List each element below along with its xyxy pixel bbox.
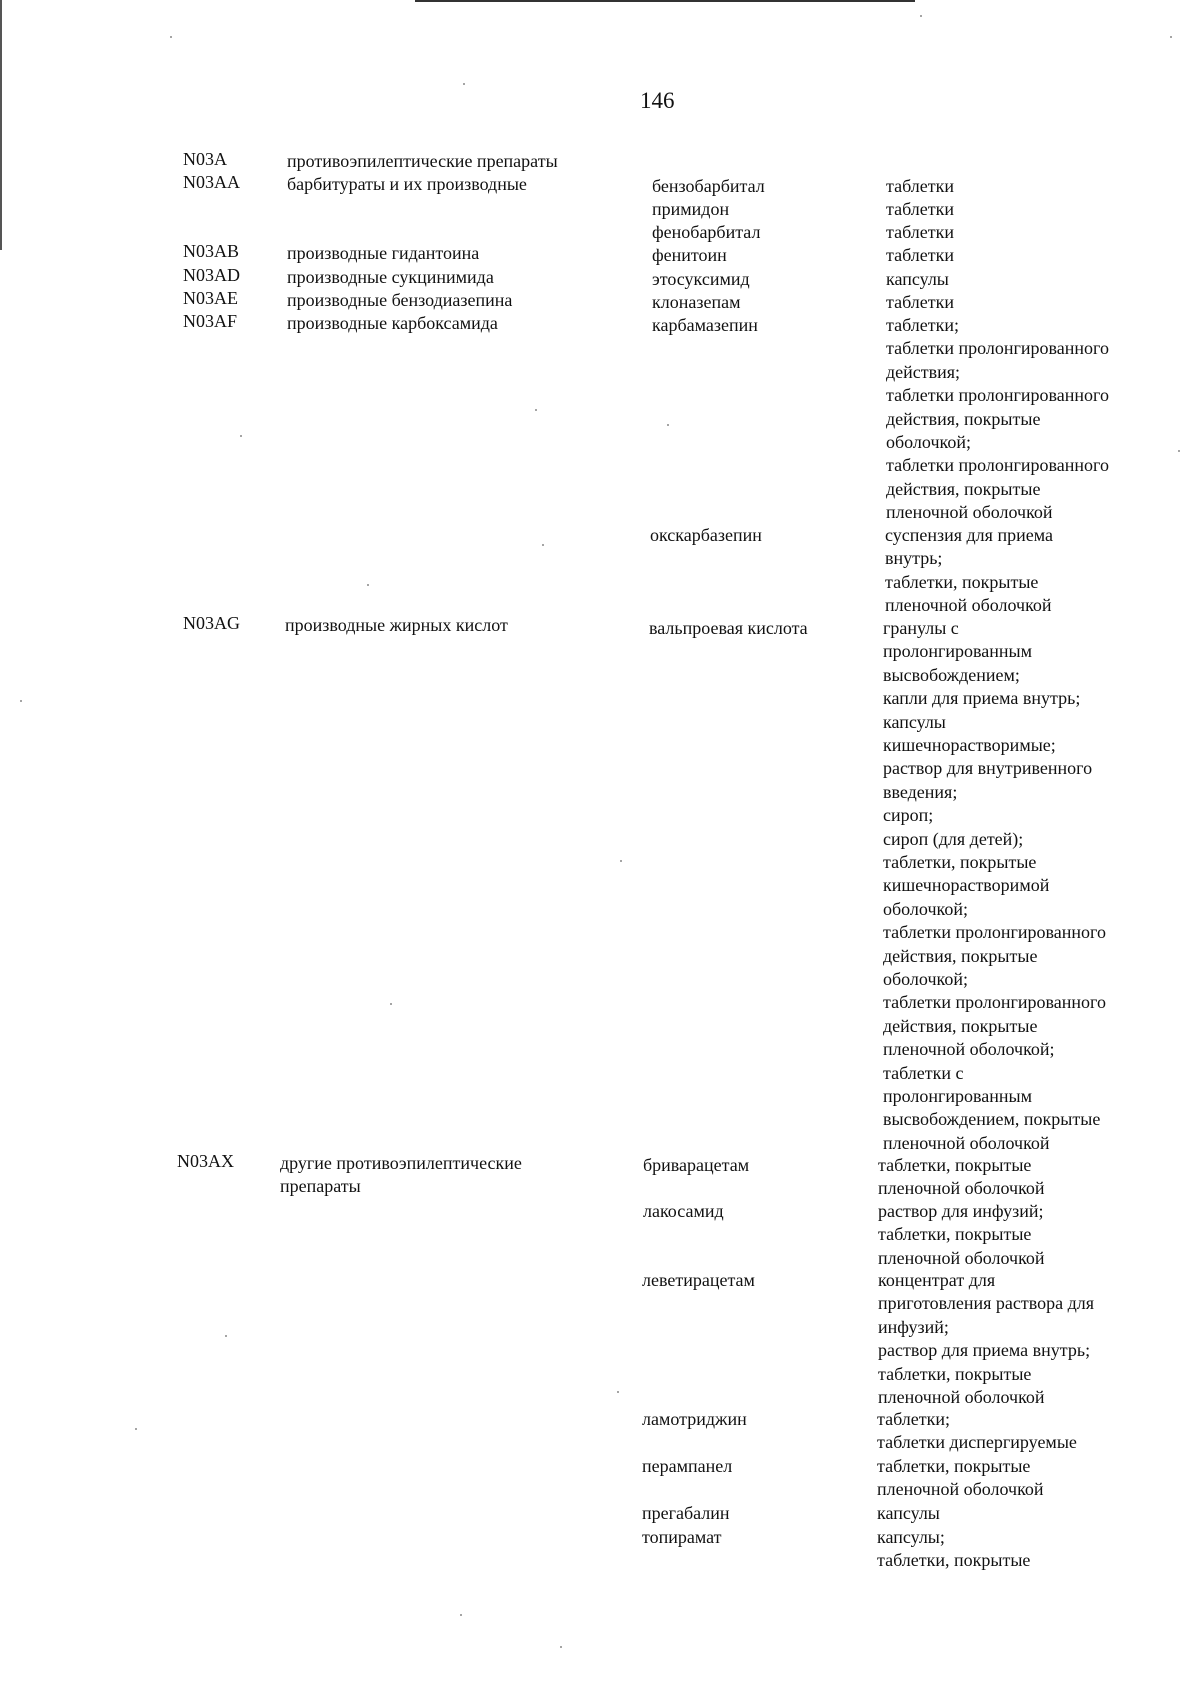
dosage-form-line: капсулы xyxy=(883,711,946,732)
scan-speck xyxy=(225,1335,227,1337)
dosage-form-line: приготовления раствора для xyxy=(878,1293,1094,1314)
dosage-form-line: кишечнорастворимые; xyxy=(883,735,1056,755)
scan-speck xyxy=(667,424,669,426)
dosage-form-line: действия, покрытые xyxy=(883,945,1038,966)
page-number: 146 xyxy=(640,88,675,113)
drug-name: бриварацетам xyxy=(643,1155,750,1175)
scan-speck xyxy=(240,435,242,437)
dosage-form-line: введения; xyxy=(883,781,958,802)
atc-code: N03AG xyxy=(183,613,240,633)
dosage-form-line: кишечнорастворимой xyxy=(883,875,1050,896)
dosage-form-line: высвобождением, покрытые xyxy=(883,1109,1101,1130)
atc-code: N03AE xyxy=(183,288,238,308)
dosage-form-line: внутрь; xyxy=(885,548,943,569)
dosage-form-line: капсулы xyxy=(886,269,949,289)
anatomical-group: производные карбоксамида xyxy=(287,313,498,333)
dosage-form-line: таблетки, покрытые xyxy=(877,1456,1031,1476)
drug-name: вальпроевая кислота xyxy=(649,618,808,638)
scan-speck xyxy=(390,1003,392,1005)
scan-speck xyxy=(367,584,369,586)
scan-left-edge-line xyxy=(0,0,2,250)
dosage-form-line: таблетки xyxy=(886,292,955,312)
scan-top-edge-line xyxy=(415,0,915,2)
atc-code: N03AA xyxy=(183,172,240,192)
scan-speck xyxy=(920,15,922,17)
atc-code: N03AF xyxy=(183,311,238,331)
scan-speck xyxy=(620,860,622,862)
drug-name: леветирацетам xyxy=(642,1270,755,1290)
anatomical-group: производные бензодиазепина xyxy=(287,290,513,310)
dosage-form-line: пленочной оболочкой; xyxy=(883,1039,1055,1060)
dosage-form-line: пленочной оболочкой xyxy=(878,1247,1045,1268)
anatomical-group: барбитураты и их производные xyxy=(287,174,527,194)
atc-code: N03AB xyxy=(183,241,240,261)
scan-speck xyxy=(463,83,465,85)
dosage-form-line: оболочкой; xyxy=(886,432,971,452)
drug-name: перампанел xyxy=(642,1456,733,1476)
drug-name: клоназепам xyxy=(652,292,741,312)
drug-name: лакосамид xyxy=(643,1201,724,1221)
dosage-form-line: действия, покрытые xyxy=(883,1015,1038,1036)
dosage-form-line: капсулы xyxy=(877,1503,940,1523)
dosage-form-line: таблетки, покрытые xyxy=(878,1224,1032,1245)
dosage-form-line: таблетки, покрытые xyxy=(878,1363,1032,1384)
dosage-form-line: таблетки, покрытые xyxy=(878,1155,1032,1175)
dosage-form-line: таблетки, покрытые xyxy=(883,852,1037,872)
dosage-form-line: пленочной оболочкой xyxy=(878,1387,1045,1407)
dosage-form-line: таблетки; xyxy=(877,1409,951,1429)
scan-speck xyxy=(542,544,544,546)
anatomical-group-line: препараты xyxy=(280,1176,361,1196)
dosage-form-line: раствор для инфузий; xyxy=(878,1201,1044,1221)
scan-speck xyxy=(560,1646,562,1648)
dosage-form-line: концентрат для xyxy=(878,1270,996,1290)
anatomical-group: противоэпилептические препараты xyxy=(287,151,558,171)
drug-name: бензобарбитал xyxy=(652,176,765,196)
anatomical-group: производные гидантоина xyxy=(287,243,480,263)
atc-code: N03A xyxy=(183,149,227,169)
dosage-form-line: таблетки пролонгированного xyxy=(883,922,1106,943)
dosage-form-line: таблетки xyxy=(886,222,955,242)
dosage-form-line: таблетки xyxy=(886,176,955,196)
atc-code: N03AX xyxy=(177,1151,234,1171)
scan-speck xyxy=(535,409,537,411)
drug-name: окскарбазепин xyxy=(650,525,762,545)
dosage-form-line: оболочкой; xyxy=(883,898,968,919)
drug-name: этосуксимид xyxy=(652,269,750,289)
dosage-form-line: высвобождением; xyxy=(883,664,1020,685)
dosage-form-line: таблетки пролонгированного xyxy=(886,455,1109,476)
drug-name: карбамазепин xyxy=(652,315,758,335)
drug-name: ламотриджин xyxy=(642,1409,747,1429)
scan-speck xyxy=(617,1391,619,1393)
dosage-form-line: таблетки диспергируемые xyxy=(877,1432,1077,1453)
dosage-form-line: таблетки пролонгированного xyxy=(883,992,1106,1013)
dosage-form-line: таблетки, покрытые xyxy=(877,1550,1031,1571)
drug-name: топирамат xyxy=(642,1527,722,1547)
dosage-form-line: таблетки пролонгированного xyxy=(886,385,1109,406)
drug-name: примидон xyxy=(652,199,730,219)
dosage-form-line: оболочкой; xyxy=(883,969,968,989)
dosage-form-line: таблетки; xyxy=(886,315,960,335)
dosage-form-line: пленочной оболочкой xyxy=(883,1132,1050,1153)
anatomical-group: производные жирных кислот xyxy=(285,615,508,635)
dosage-form-line: действия, покрытые xyxy=(886,478,1041,499)
scan-speck xyxy=(170,36,172,38)
dosage-form-line: таблетки, покрытые xyxy=(885,571,1039,592)
dosage-form-line: гранулы с xyxy=(883,618,959,638)
scan-speck xyxy=(135,1428,137,1430)
dosage-form-line: действия, покрытые xyxy=(886,408,1041,429)
drug-name: прегабалин xyxy=(642,1503,730,1523)
dosage-form-line: раствор для приема внутрь; xyxy=(878,1340,1091,1361)
anatomical-group-line: другие противоэпилептические xyxy=(280,1153,522,1173)
scan-speck xyxy=(460,1614,462,1616)
dosage-form-line: капли для приема внутрь; xyxy=(883,688,1081,709)
drug-name: фенобарбитал xyxy=(652,222,761,242)
dosage-form-line: таблетки xyxy=(886,245,955,265)
dosage-form-line: пленочной оболочкой xyxy=(877,1479,1044,1500)
dosage-form-line: инфузий; xyxy=(878,1316,949,1337)
dosage-form-line: таблетки с xyxy=(883,1062,964,1083)
dosage-form-line: таблетки пролонгированного xyxy=(886,338,1109,359)
dosage-form-line: сироп; xyxy=(883,805,934,826)
dosage-form-line: пленочной оболочкой xyxy=(886,502,1053,523)
scan-speck xyxy=(1178,450,1180,452)
anatomical-group: производные сукцинимида xyxy=(287,267,494,287)
dosage-form-line: раствор для внутривенного xyxy=(883,758,1093,779)
dosage-form-line: сироп (для детей); xyxy=(883,828,1024,849)
dosage-form-line: суспензия для приема xyxy=(885,525,1053,545)
scan-speck xyxy=(20,700,22,702)
dosage-form-line: капсулы; xyxy=(877,1527,945,1547)
dosage-form-line: пролонгированным xyxy=(883,1086,1033,1106)
scan-speck xyxy=(1170,36,1172,38)
dosage-form-line: пленочной оболочкой xyxy=(885,595,1052,616)
dosage-form-line: пленочной оболочкой xyxy=(878,1178,1045,1199)
dosage-form-line: пролонгированным xyxy=(883,641,1033,662)
atc-code: N03AD xyxy=(183,265,240,285)
dosage-form-line: таблетки xyxy=(886,199,955,219)
drug-name: фенитоин xyxy=(652,245,727,265)
dosage-form-line: действия; xyxy=(886,361,961,382)
